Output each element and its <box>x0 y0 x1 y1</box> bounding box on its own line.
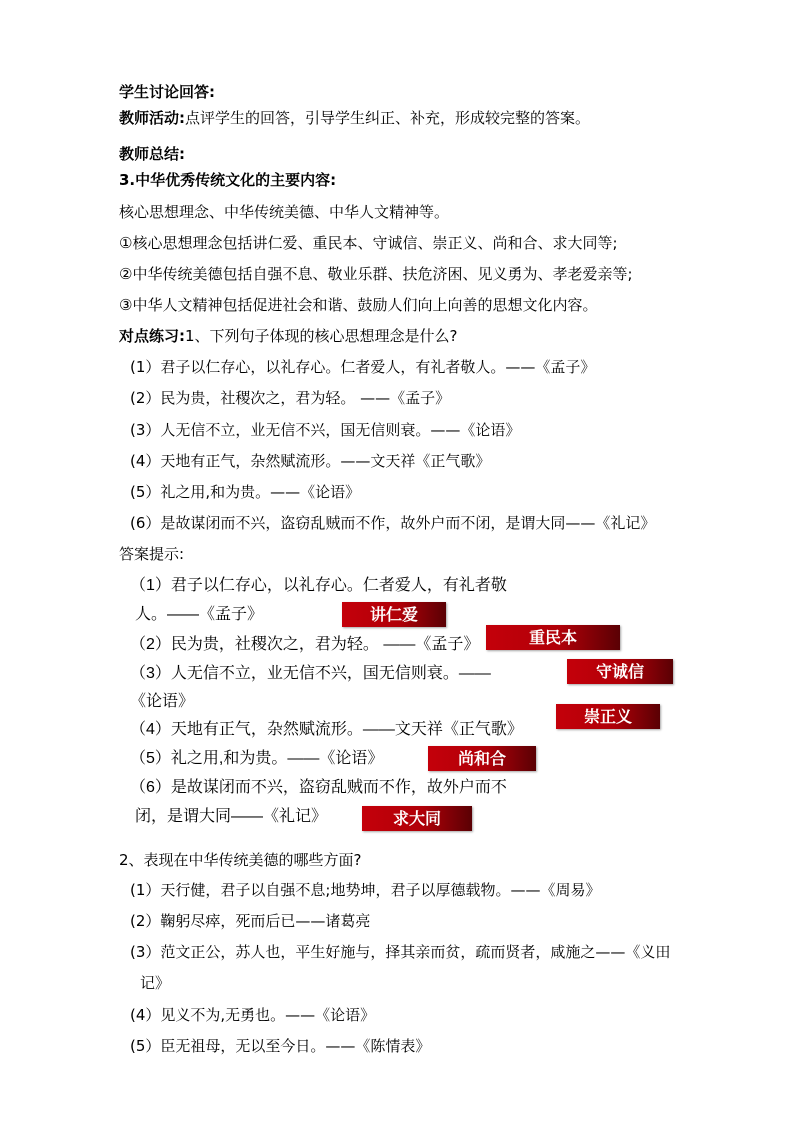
answer-line: （5）礼之用,和为贵。——《论语》 <box>130 750 384 767</box>
answer-line: （1）君子以仁存心，以礼存心。仁者爱人，有礼者敬 <box>130 577 507 594</box>
answer-tag-cheng-xin: 守诚信 <box>567 659 673 684</box>
exercise2-question: 2、表现在中华传统美德的哪些方面? <box>119 851 362 869</box>
exercise1-item: (6）是故谋闭而不兴，盗窃乱贼而不作，故外户而不闭，是谓大同——《礼记》 <box>130 514 656 532</box>
exercise1-item: (3）人无信不立，业无信不兴，国无信则衰。——《论语》 <box>130 421 521 439</box>
exercise1-item: (4）天地有正气，杂然赋流形。——文天祥《正气歌》 <box>130 452 491 470</box>
exercise2-item: (1）天行健，君子以自强不息;地势坤，君子以厚德载物。——《周易》 <box>130 881 601 899</box>
answer-line: （4）天地有正气，杂然赋流形。——文天祥《正气歌》 <box>130 721 523 738</box>
teacher-activity-label: 教师活动: <box>119 109 185 127</box>
exercise1-line <box>119 326 458 346</box>
answer-line: 《论语》 <box>130 693 195 710</box>
teacher-activity-line <box>119 108 590 128</box>
exercise2-item: (5）臣无祖母，无以至今日。——《陈情表》 <box>130 1037 431 1055</box>
exercise2-item: (4）见义不为,无勇也。——《论语》 <box>130 1006 376 1024</box>
answer-line: （3）人无信不立，业无信不兴，国无信则衰。—— <box>130 665 491 682</box>
answer-line: （2）民为贵，社稷次之，君为轻。 ——《孟子》 <box>130 636 480 653</box>
exercise1-item: (2）民为贵，社稷次之，君为轻。 ——《孟子》 <box>130 389 451 407</box>
answer-tag-da-tong: 求大同 <box>362 806 472 831</box>
answers-label: 答案提示: <box>119 545 185 563</box>
answer-tag-he-he: 尚和合 <box>428 746 536 771</box>
teacher-summary-heading: 教师总结: <box>119 145 185 163</box>
students-discuss-heading: 学生讨论回答: <box>119 83 215 101</box>
teacher-activity-text: 点评学生的回答，引导学生纠正、补充，形成较完整的答案。 <box>185 109 591 127</box>
point-item: ①核心思想理念包括讲仁爱、重民本、守诚信、崇正义、尚和合、求大同等; <box>119 234 618 252</box>
answer-line: （6）是故谋闭而不兴，盗窃乱贼而不作，故外户而不 <box>130 779 507 796</box>
exercise2-item: (3）范文正公，苏人也，平生好施与，择其亲而贫，疏而贤者，咸施之——《义田 <box>130 943 671 961</box>
exercise2-item: (2）鞠躬尽瘁，死而后已——诸葛亮 <box>130 912 371 930</box>
exercise1-item: (1）君子以仁存心，以礼存心。仁者爱人，有礼者敬人。——《孟子》 <box>130 358 596 376</box>
answer-tag-min-ben: 重民本 <box>486 625 620 650</box>
answer-tag-ren-ai: 讲仁爱 <box>342 602 446 627</box>
answer-tag-zheng-yi: 崇正义 <box>556 704 660 729</box>
content-heading: 3.中华优秀传统文化的主要内容: <box>119 171 337 189</box>
answer-line: 人。——《孟子》 <box>135 606 264 623</box>
exercise1-question: 1、下列句子体现的核心思想理念是什么? <box>185 327 458 345</box>
exercise-label: 对点练习: <box>119 327 185 345</box>
exercise2-item-cont: 记》 <box>140 974 171 992</box>
exercise1-item: (5）礼之用,和为贵。——《论语》 <box>130 483 361 501</box>
point-item: ③中华人文精神包括促进社会和谐、鼓励人们向上向善的思想文化内容。 <box>119 296 598 314</box>
content-overview: 核心思想理念、中华传统美德、中华人文精神等。 <box>119 203 450 221</box>
answer-line: 闭，是谓大同——《礼记》 <box>135 808 328 825</box>
point-item: ②中华传统美德包括自强不息、敬业乐群、扶危济困、见义勇为、孝老爱亲等; <box>119 265 633 283</box>
